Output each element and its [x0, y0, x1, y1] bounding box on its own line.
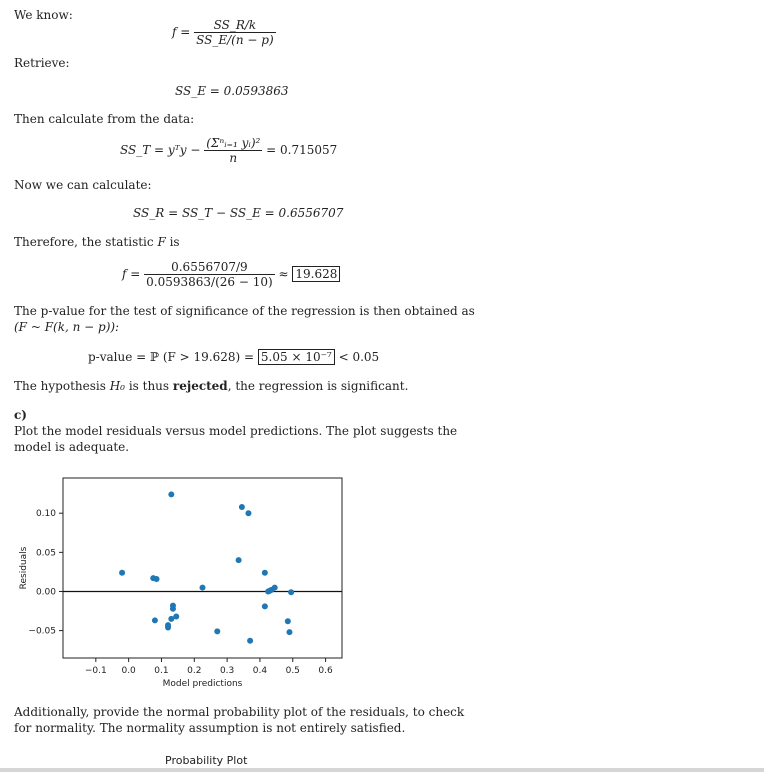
x-tick-label: 0.6 [318, 666, 333, 676]
therefore-var: F [157, 235, 166, 249]
f-definition-equation [172, 18, 276, 47]
therefore-pre: Therefore, the statistic [14, 235, 154, 249]
x-axis-label: Model predictions [162, 679, 243, 689]
data-point [286, 629, 292, 635]
hyp-mid: is thus [128, 379, 170, 393]
y-tick-label: 0.10 [35, 509, 56, 520]
data-point [170, 606, 176, 612]
section-c-heading: c) [14, 408, 27, 422]
data-point [262, 570, 268, 576]
fstat-numerator: 0.6556707/9 [171, 260, 248, 274]
data-point [288, 589, 294, 595]
hypothesis-text [14, 379, 408, 393]
data-point [154, 576, 160, 582]
data-point [272, 585, 278, 591]
fstat-value-box: 19.628 [292, 266, 340, 282]
therefore-text [14, 235, 180, 249]
now-calc-text: Now we can calculate: [14, 178, 152, 192]
sst-fraction [204, 136, 262, 165]
sst-numerator: (Σⁿᵢ₌₁ yᵢ)² [206, 136, 261, 150]
plot-text-line2: model is adequate. [14, 440, 130, 454]
data-point [173, 614, 179, 620]
data-point [119, 570, 125, 576]
f-numerator: SS_R/k [213, 18, 257, 32]
x-tick-label: 0.4 [252, 666, 268, 676]
data-point [214, 628, 220, 634]
hyp-bold: rejected [172, 379, 228, 393]
x-tick-label: 0.3 [219, 666, 235, 676]
x-tick-label: 0.1 [154, 666, 169, 676]
additional-text-line2: for normality. The normality assumption is not entirely satisfied. [14, 721, 406, 735]
hyp-var: H₀ [109, 379, 125, 393]
data-point [245, 510, 251, 516]
bottom-scroll-edge [0, 768, 764, 772]
pvalue-text-line2: (F ~ F(k, n − p)): [14, 320, 120, 334]
sse-equation: SS_E = 0.0593863 [175, 84, 289, 98]
y-tick-label: 0.00 [35, 587, 56, 598]
data-point [165, 624, 171, 630]
hyp-pre: The hypothesis [14, 379, 106, 393]
pval-box: 5.05 × 10⁻⁷ [258, 349, 335, 365]
retrieve-text: Retrieve: [14, 56, 70, 70]
data-point [262, 603, 268, 609]
plot-text-line1: Plot the model residuals versus model predictions. The plot suggests the [14, 424, 458, 438]
hyp-post: , the regression is significant. [227, 379, 409, 393]
y-tick-label: 0.05 [35, 548, 56, 559]
x-tick-label: 0.0 [121, 666, 136, 676]
additional-text-line1: Additionally, provide the normal probability plot of the residuals, to check [14, 705, 465, 719]
data-point [236, 557, 242, 563]
pval-lhs: p-value = ℙ (F > 19.628) = [88, 350, 255, 364]
sst-denominator: n [204, 150, 262, 165]
y-tick-label: −0.05 [28, 626, 56, 637]
pvalue-equation [88, 350, 379, 364]
data-point [247, 638, 253, 644]
sst-lhs: SS_T = yᵀy − [120, 143, 201, 157]
data-point [200, 585, 206, 591]
residuals-scatter-chart [0, 460, 380, 695]
x-tick-label: −0.1 [84, 666, 107, 676]
plot-frame [63, 478, 342, 658]
then-calc-text: Then calculate from the data: [14, 112, 195, 126]
ssr-equation: SS_R = SS_T − SS_E = 0.6556707 [133, 206, 344, 220]
data-point [285, 618, 291, 624]
fstat-denominator: 0.0593863/(26 − 10) [146, 275, 273, 289]
x-tick-label: 0.5 [285, 666, 300, 676]
data-point [152, 617, 158, 623]
f-denominator: SS_E/(n − p) [196, 33, 274, 47]
y-axis-label: Residuals [19, 546, 29, 590]
f-statistic-equation [122, 260, 340, 289]
data-point [239, 504, 245, 510]
fstat-fraction [144, 260, 275, 289]
sst-equation [120, 136, 337, 165]
fstat-lhs: f = [122, 267, 141, 281]
pval-rhs: < 0.05 [338, 350, 380, 364]
approx-symbol: ≈ [278, 267, 289, 281]
sst-rhs: = 0.715057 [266, 143, 338, 157]
f-lhs: f = [172, 25, 191, 39]
we-know-text: We know: [14, 8, 73, 22]
pvalue-text-line1: The p-value for the test of significance of the regression is then obtained as [14, 304, 475, 318]
data-point [168, 491, 174, 497]
f-fraction [194, 18, 276, 47]
x-tick-label: 0.2 [187, 666, 202, 676]
probability-plot-title: Probability Plot [165, 754, 248, 767]
therefore-end: is [169, 235, 180, 249]
